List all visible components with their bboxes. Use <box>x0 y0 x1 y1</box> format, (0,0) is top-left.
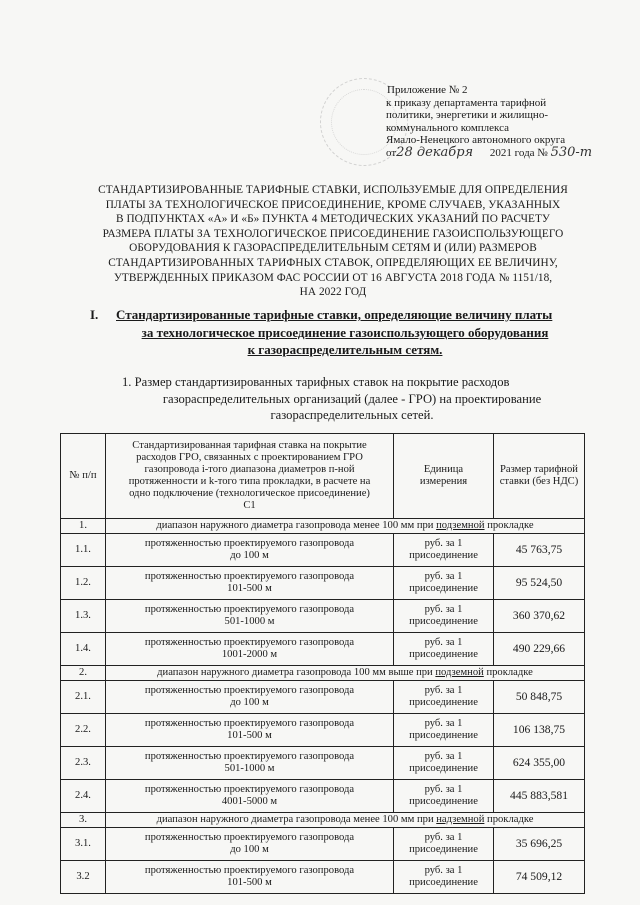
group-text-underlined: надземной <box>436 814 485 825</box>
table-row <box>61 633 585 666</box>
group-text: прокладке <box>483 667 533 678</box>
year-text: 2021 года № <box>489 146 548 159</box>
header-desc-line: газопровода i-того диапазона диаметров п-ной <box>144 464 355 475</box>
row-desc-line: протяженностью проектируемого газопровода <box>144 571 355 582</box>
row-unit-line: руб. за 1 <box>424 637 463 648</box>
section-number: I. <box>90 307 99 322</box>
title-line: НА 2022 ГОД <box>299 286 367 299</box>
row-desc-line: 501-1000 м <box>224 616 275 627</box>
handwritten-date: 28 декабря <box>396 144 474 160</box>
table-group-row <box>61 519 585 534</box>
section-line: Стандартизированные тарифные ставки, определяющие величину платы <box>116 307 553 322</box>
appendix-line: к приказу департамента тарифной <box>386 96 547 109</box>
row-desc-line: 101-500 м <box>227 877 272 888</box>
row-unit-line: руб. за 1 <box>424 751 463 762</box>
title-line: УТВЕРЖДЕННЫХ ПРИКАЗОМ ФАС РОССИИ ОТ 16 АВГУСТА 2018 ГОДА № 1151/18, <box>113 271 553 284</box>
row-description <box>106 780 394 813</box>
group-description <box>106 519 585 534</box>
group-description <box>106 666 585 681</box>
row-value: 360 370,62 <box>494 600 585 633</box>
group-text: диапазон наружного диаметра газопровода 100 мм выше при <box>157 667 436 678</box>
subsection-line: газораспределительных сетей. <box>270 408 434 422</box>
row-unit-line: руб. за 1 <box>424 718 463 729</box>
table-body <box>61 519 585 894</box>
row-unit <box>394 780 494 813</box>
row-number: 2.4. <box>61 780 106 813</box>
row-value: 95 524,50 <box>494 567 585 600</box>
row-unit-line: присоединение <box>409 616 478 627</box>
row-number: 1.4. <box>61 633 106 666</box>
row-value: 490 229,66 <box>494 633 585 666</box>
table-row <box>61 861 585 894</box>
row-unit-line: присоединение <box>409 763 478 774</box>
row-unit-line: присоединение <box>409 550 478 561</box>
row-unit-line: присоединение <box>409 697 478 708</box>
row-description <box>106 747 394 780</box>
appendix-date-line <box>386 144 626 160</box>
row-desc-line: 4001-5000 м <box>221 796 278 807</box>
row-desc-line: протяженностью проектируемого газопровода <box>144 604 355 615</box>
row-desc-line: 1001-2000 м <box>221 649 278 660</box>
row-number: 3.2 <box>61 861 106 894</box>
row-desc-line: 101-500 м <box>227 583 272 594</box>
row-number: 3.1. <box>61 828 106 861</box>
table-row <box>61 534 585 567</box>
row-value: 624 355,00 <box>494 747 585 780</box>
row-unit-line: руб. за 1 <box>424 685 463 696</box>
subsection-heading <box>112 374 592 424</box>
table-header-row <box>61 434 585 519</box>
subsection-line: 1. Размер стандартизированных тарифных ставок на покрытие расходов <box>122 375 510 389</box>
row-value: 35 696,25 <box>494 828 585 861</box>
row-value: 50 848,75 <box>494 681 585 714</box>
section-line: к газораспределительным сетям. <box>247 342 443 357</box>
group-description <box>106 813 585 828</box>
header-number: № п/п <box>61 434 106 519</box>
row-unit-line: руб. за 1 <box>424 865 463 876</box>
header-value <box>494 434 585 519</box>
row-number: 2.3. <box>61 747 106 780</box>
tariff-table <box>60 433 585 894</box>
row-number: 2. <box>61 666 106 681</box>
table-group-row <box>61 666 585 681</box>
header-description <box>106 434 394 519</box>
row-description <box>106 861 394 894</box>
row-desc-line: протяженностью проектируемого газопровода <box>144 718 355 729</box>
row-description <box>106 534 394 567</box>
row-unit-line: присоединение <box>409 844 478 855</box>
row-unit <box>394 747 494 780</box>
appendix-line: Ямало-Ненецкого автономного округа <box>386 134 566 146</box>
appendix-line: коммунального комплекса <box>386 121 510 134</box>
header-desc-line: протяженности и k-того типа прокладки, в расчете на <box>128 476 371 487</box>
row-unit-line: присоединение <box>409 583 478 594</box>
row-desc-line: протяженностью проектируемого газопровода <box>144 637 355 648</box>
row-number: 3. <box>61 813 106 828</box>
row-unit <box>394 600 494 633</box>
row-unit-line: руб. за 1 <box>424 604 463 615</box>
header-value-line: ставки (без НДС) <box>499 476 579 487</box>
header-desc-line: Стандартизированная тарифная ставка на покрытие <box>132 440 367 451</box>
row-description <box>106 681 394 714</box>
row-desc-line: протяженностью проектируемого газопровода <box>144 538 355 549</box>
row-number: 1.1. <box>61 534 106 567</box>
appendix-line: политики, энергетики и жилищно- <box>386 109 548 121</box>
group-text: диапазон наружного диаметра газопровода менее 100 мм при <box>156 814 437 825</box>
row-unit-line: руб. за 1 <box>424 538 463 549</box>
title-line: ОБОРУДОВАНИЯ К ГАЗОРАСПРЕДЕЛИТЕЛЬНЫМ СЕТЯМ И (ИЛИ) РАЗМЕРОВ <box>129 242 537 255</box>
title-line: ПЛАТЫ ЗА ТЕХНОЛОГИЧЕСКОЕ ПРИСОЕДИНЕНИЕ, КРОМЕ СЛУЧАЕВ, УКАЗАННЫХ <box>105 198 561 211</box>
row-number: 2.2. <box>61 714 106 747</box>
group-text-underlined: подземной <box>435 667 484 678</box>
row-unit <box>394 633 494 666</box>
header-unit-line: Единица <box>423 464 464 475</box>
row-desc-line: протяженностью проектируемого газопровода <box>144 784 355 795</box>
row-unit-line: руб. за 1 <box>424 784 463 795</box>
table-row <box>61 747 585 780</box>
group-text: прокладке <box>484 814 534 825</box>
section-line: за технологическое присоединение газоиспользующего оборудования <box>141 324 549 340</box>
row-desc-line: до 100 м <box>230 697 269 708</box>
row-desc-line: 501-1000 м <box>224 763 275 774</box>
row-desc-line: протяженностью проектируемого газопровода <box>144 865 355 876</box>
table-row <box>61 714 585 747</box>
title-line: СТАНДАРТИЗИРОВАННЫЕ ТАРИФНЫЕ СТАВКИ, ИСПОЛЬЗУЕМЫЕ ДЛЯ ОПРЕДЕЛЕНИЯ <box>98 184 568 196</box>
row-description <box>106 600 394 633</box>
row-unit-line: присоединение <box>409 877 478 888</box>
group-text: прокладке <box>484 520 534 531</box>
subsection-line: газораспределительных организаций (далее - ГРО) на проектирование <box>162 391 542 406</box>
table-row <box>61 780 585 813</box>
row-value: 106 138,75 <box>494 714 585 747</box>
header-desc-line: C1 <box>243 500 256 511</box>
header-value-line: Размер тарифной <box>500 464 578 475</box>
table-row <box>61 828 585 861</box>
row-value: 445 883,581 <box>494 780 585 813</box>
table-row <box>61 681 585 714</box>
row-desc-line: протяженностью проектируемого газопровода <box>144 751 355 762</box>
row-unit-line: присоединение <box>409 730 478 741</box>
row-number: 1. <box>61 519 106 534</box>
document-title <box>66 183 600 300</box>
title-line: СТАНДАРТИЗИРОВАННЫХ ТАРИФНЫХ СТАВОК, ОПРЕДЕЛЯЮЩИХ ЕЕ ВЕЛИЧИНУ, <box>108 256 558 269</box>
row-value: 45 763,75 <box>494 534 585 567</box>
table-group-row <box>61 813 585 828</box>
row-unit <box>394 567 494 600</box>
row-unit-line: руб. за 1 <box>424 571 463 582</box>
row-description <box>106 633 394 666</box>
row-unit-line: присоединение <box>409 649 478 660</box>
row-unit-line: присоединение <box>409 796 478 807</box>
title-line: РАЗМЕРА ПЛАТЫ ЗА ТЕХНОЛОГИЧЕСКОЕ ПРИСОЕДИНЕНИЕ ГАЗОИСПОЛЬЗУЮЩЕГО <box>102 227 564 240</box>
row-unit-line: руб. за 1 <box>424 832 463 843</box>
appendix-line: Приложение № 2 <box>387 84 468 96</box>
row-unit <box>394 828 494 861</box>
row-description <box>106 567 394 600</box>
row-unit <box>394 681 494 714</box>
handwritten-number: 530-т <box>550 144 593 160</box>
title-line: В ПОДПУНКТАХ «А» И «Б» ПУНКТА 4 МЕТОДИЧЕСКИХ УКАЗАНИЙ ПО РАСЧЕТУ <box>116 213 550 226</box>
row-unit <box>394 534 494 567</box>
row-desc-line: до 100 м <box>230 550 269 561</box>
date-prefix: от <box>386 146 397 159</box>
row-desc-line: протяженностью проектируемого газопровода <box>144 832 355 843</box>
row-number: 1.3. <box>61 600 106 633</box>
header-desc-line: расходов ГРО, связанных с проектированием ГРО <box>136 452 363 463</box>
row-description <box>106 714 394 747</box>
header-unit <box>394 434 494 519</box>
row-unit <box>394 861 494 894</box>
group-text-underlined: подземной <box>436 520 485 531</box>
row-description <box>106 828 394 861</box>
row-value: 74 509,12 <box>494 861 585 894</box>
row-number: 2.1. <box>61 681 106 714</box>
group-text: диапазон наружного диаметра газопровода менее 100 мм при <box>156 520 437 531</box>
table-row <box>61 567 585 600</box>
row-desc-line: 101-500 м <box>227 730 272 741</box>
row-number: 1.2. <box>61 567 106 600</box>
row-desc-line: до 100 м <box>230 844 269 855</box>
row-desc-line: протяженностью проектируемого газопровода <box>144 685 355 696</box>
table-row <box>61 600 585 633</box>
header-desc-line: одно подключение (технологическое присоединение) <box>129 488 370 499</box>
row-unit <box>394 714 494 747</box>
header-unit-line: измерения <box>419 476 468 487</box>
appendix-block <box>386 84 626 159</box>
